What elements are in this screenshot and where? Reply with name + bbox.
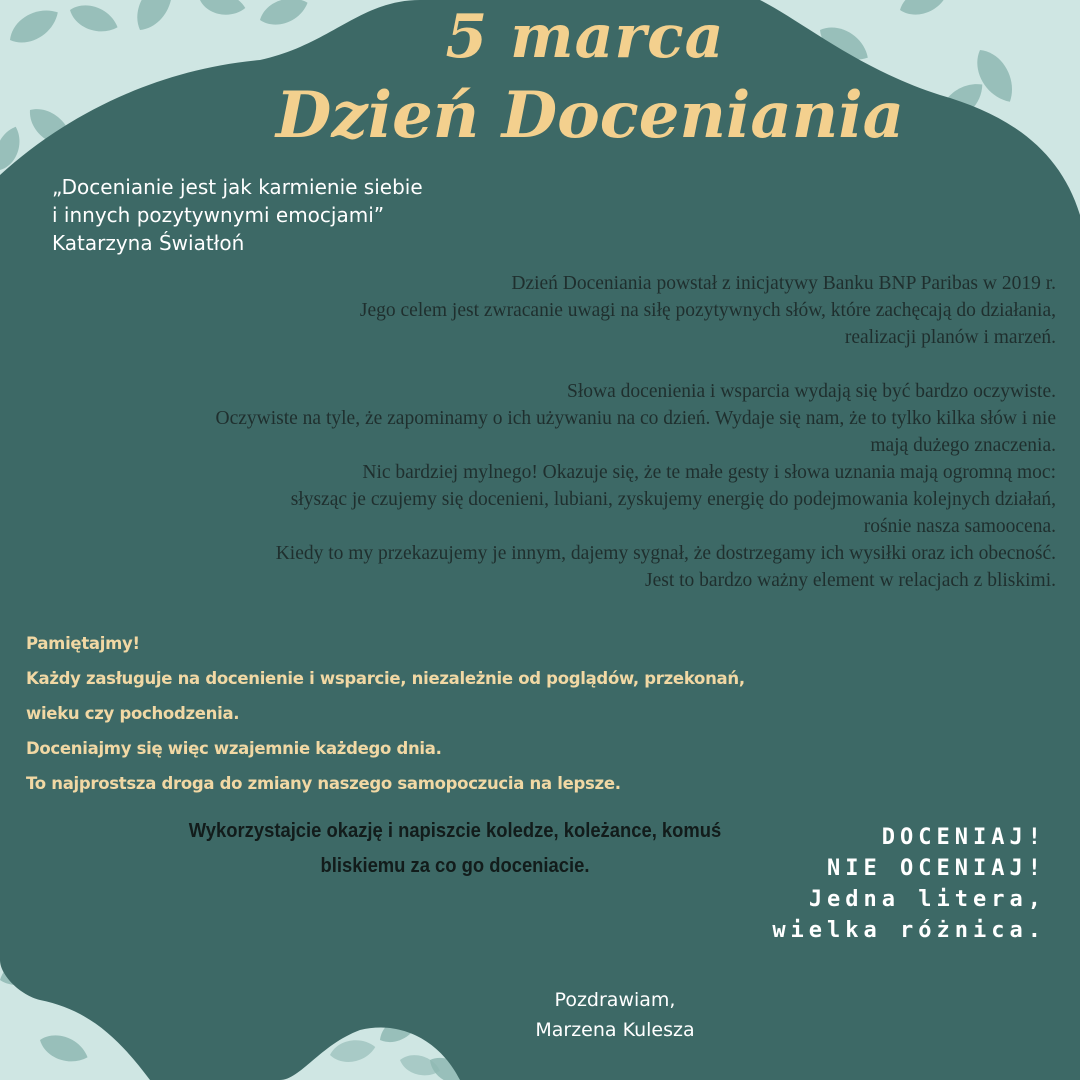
quote-author: Katarzyna Światłoń [52, 231, 245, 255]
body-line: realizacji planów i marzeń. [844, 327, 1056, 348]
quote-line: i innych pozytywnymi emocjami” [52, 203, 385, 227]
signature-name: Marzena Kulesza [535, 1019, 695, 1041]
remember-line: Każdy zasługuje na docenienie i wsparcie, niezależnie od poglądów, przekonań, [26, 669, 745, 688]
body-line: rośnie nasza samoocena. [863, 516, 1056, 537]
invite-line: bliskiemu za co go doceniacie. [320, 855, 590, 877]
signature-greeting: Pozdrawiam, [554, 989, 676, 1011]
invite-line: Wykorzystajcie okazję i napiszcie koledze, koleżance, komuś [188, 820, 722, 842]
slogan-line: Jedna litera, [808, 887, 1046, 912]
slogan-line: NIE OCENIAJ! [827, 856, 1046, 881]
body-line: Oczywiste na tyle, że zapominamy o ich używaniu na co dzień. Wydaje się nam, że to tylko kilka słów i nie [215, 408, 1056, 429]
quote-line: „Docenianie jest jak karmienie siebie [52, 175, 423, 199]
body-line: Nic bardziej mylnego! Okazuje się, że te małe gesty i słowa uznania mają ogromną moc: [362, 462, 1056, 483]
remember-line: Pamiętajmy! [26, 634, 140, 653]
invitation-text [156, 814, 754, 884]
body-line: Jest to bardzo ważny element w relacjach z bliskimi. [645, 570, 1056, 591]
remember-block [26, 626, 745, 801]
date-title: 5 marca [445, 2, 725, 72]
body-line: słysząc je czujemy się docenieni, lubiani, zyskujemy energię do podejmowania kolejnych działań, [290, 489, 1056, 510]
quote-block [52, 173, 423, 257]
slogan-block [772, 822, 1046, 946]
paragraph-spacer [0, 351, 1056, 378]
body-line: mają dużego znaczenia. [870, 435, 1056, 456]
body-text [0, 270, 1056, 594]
body-line: Słowa docenienia i wsparcia wydają się być bardzo oczywiste. [567, 381, 1056, 402]
slogan-line: wielka różnica. [772, 918, 1046, 943]
body-line: Jego celem jest zwracanie uwagi na siłę pozytywnych słów, które zachęcają do działania, [359, 300, 1056, 321]
body-line: Dzień Doceniania powstał z inicjatywy Banku BNP Paribas w 2019 r. [511, 273, 1056, 294]
remember-line: wieku czy pochodzenia. [26, 704, 240, 723]
body-line: Kiedy to my przekazujemy je innym, dajemy sygnał, że dostrzegamy ich wysiłki oraz ich obecność. [275, 543, 1056, 564]
signature-block [480, 985, 750, 1045]
slogan-line: DOCENIAJ! [881, 825, 1046, 850]
page-title: Dzień Doceniania [275, 78, 905, 153]
remember-line: Doceniajmy się więc wzajemnie każdego dnia. [26, 739, 442, 758]
remember-line: To najprostsza droga do zmiany naszego samopoczucia na lepsze. [26, 774, 621, 793]
